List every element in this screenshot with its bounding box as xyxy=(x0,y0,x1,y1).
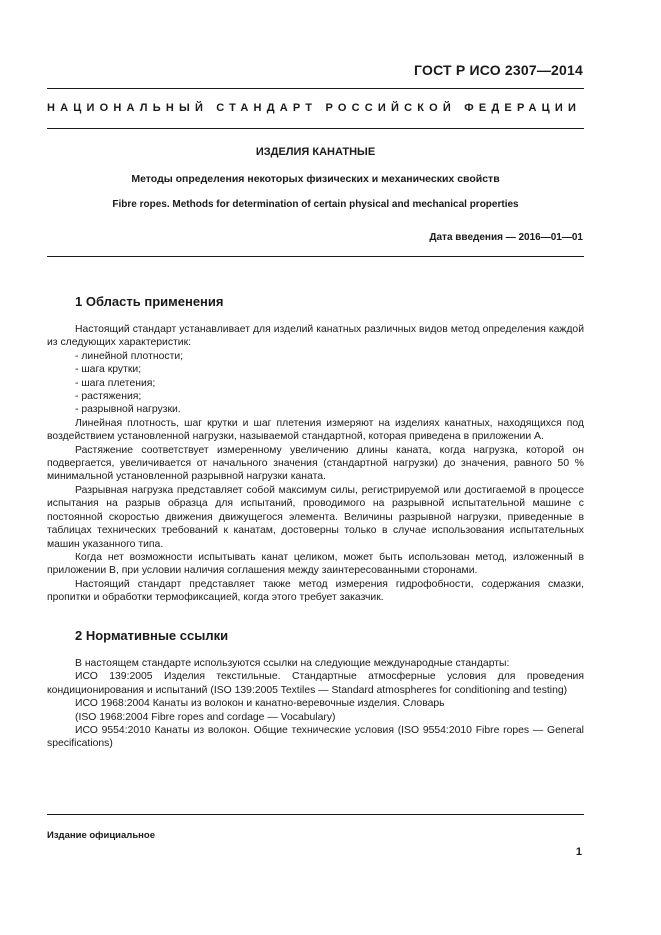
paragraph: В настоящем стандарте используются ссылки на следующие международные стандарты: xyxy=(75,658,510,669)
section-1-heading: 1 Область применения xyxy=(75,294,224,309)
paragraph: Настоящий стандарт представляет также метод измерения гидрофобности, содержания смазки, пропитки и обработки термофиксацией, когда этого требует заказчик. xyxy=(47,578,584,604)
document-subtitle-en: Fibre ropes. Methods for determination of certain physical and mechanical properties xyxy=(112,199,519,210)
national-standard-banner: НАЦИОНАЛЬНЫЙ СТАНДАРТ РОССИЙСКОЙ ФЕДЕРАЦИИ xyxy=(47,102,582,114)
footer-rule xyxy=(47,814,584,815)
list-item: - растяжения; xyxy=(75,391,142,403)
section-2-heading: 2 Нормативные ссылки xyxy=(75,628,229,643)
list-item: - шага плетения; xyxy=(75,377,156,389)
reference-item: (ISO 1968:2004 Fibre ropes and cordage — Vocabulary) xyxy=(75,711,336,723)
reference-item: ИСО 139:2005 Изделия текстильные. Стандартные атмосферные условия для проведения кондиционирования и испытаний (ISO 139:2005 Textiles — Standard atmospheres for conditioning and testing) xyxy=(47,671,584,696)
header-rule-top xyxy=(47,88,584,89)
reference-item: ИСО 9554:2010 Канаты из волокон. Общие технические условия (ISO 9554:2010 Fibre ropes — General specifications) xyxy=(47,725,584,750)
list-item: - шага крутки; xyxy=(75,364,142,376)
paragraph: Разрывная нагрузка представляет собой максимум силы, регистрируемой или достигаемой в процессе испытания на разрыв образца для испытаний, проводимого на разрывной испытательной машине с постоянной скоростью движения движущегося элемента. Величины разрывной нагрузки, приведенные в таблицах технических требований к канатам, достоверны только в случае использования испытательных машин указанного типа. xyxy=(47,484,584,550)
title-block-rule xyxy=(47,256,584,257)
paragraph: Когда нет возможности испытывать канат целиком, может быть использован метод, изложенный в приложении В, при условии наличия соглашения между заинтересованными сторонами. xyxy=(47,551,584,577)
document-subtitle-ru: Методы определения некоторых физических и механических свойств xyxy=(131,173,500,185)
list-item: - разрывной нагрузки. xyxy=(75,404,181,416)
section-2-body xyxy=(47,657,584,751)
document-title: ИЗДЕЛИЯ КАНАТНЫЕ xyxy=(255,146,376,158)
official-edition-label: Издание официальное xyxy=(47,830,155,841)
section-1-body xyxy=(47,323,584,605)
list-item: - линейной плотности; xyxy=(75,350,184,362)
paragraph: Растяжение соответствует измеренному увеличению длины каната, когда нагрузка, которой он подвергается, увеличивается от начального значения (стандартной нагрузки) до значения, равного 50 % минимальной установленной разрывной нагрузки каната. xyxy=(47,444,584,483)
header-rule-bottom xyxy=(47,128,584,129)
paragraph: Линейная плотность, шаг крутки и шаг плетения измеряют на изделиях канатных, находящихся под воздействием установленной нагрузки, называемой стандартной, которая приведена в приложении А. xyxy=(47,417,584,443)
introduction-date: Дата введения — 2016—01—01 xyxy=(429,232,583,243)
standard-code: ГОСТ Р ИСО 2307—2014 xyxy=(414,62,583,78)
page-number: 1 xyxy=(575,846,582,858)
reference-item: ИСО 1968:2004 Канаты из волокон и канатно-веревочные изделия. Словарь xyxy=(75,698,445,710)
paragraph: Настоящий стандарт устанавливает для изделий канатных различных видов метод определения каждой из следующих характеристик: xyxy=(47,324,584,349)
